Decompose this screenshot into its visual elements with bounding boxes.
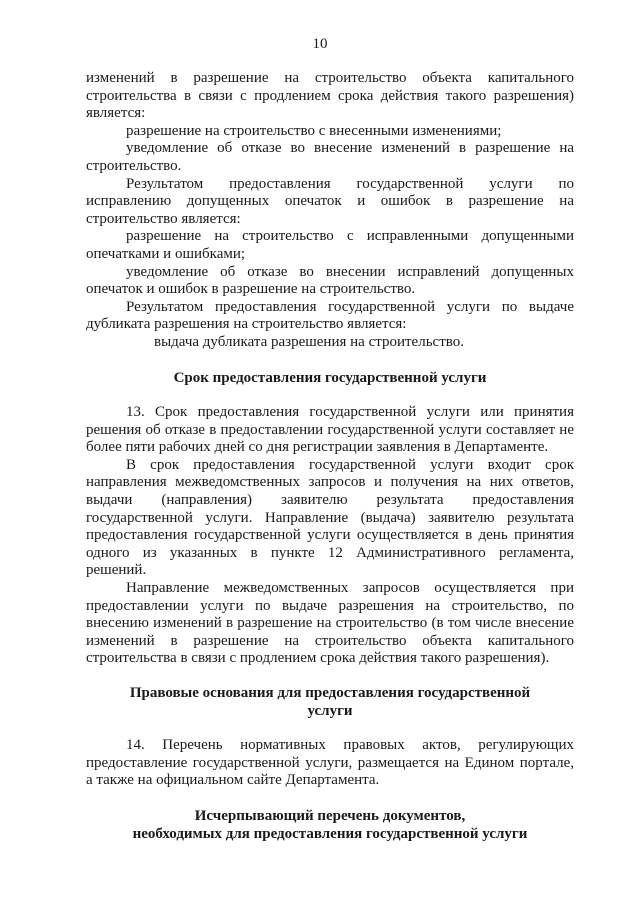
text-line: а также на официальном сайте Департамента. — [86, 772, 380, 789]
text-line: изменений в разрешение на строительство объекта капитального — [86, 70, 574, 86]
text-line: одного из указанных в пункте 12 Административного регламента, — [86, 544, 574, 561]
text-line: строительство является: — [86, 210, 241, 227]
text-line: изменений в разрешение на строительство объекта капитального — [86, 632, 574, 649]
section-heading-legal — [86, 685, 574, 720]
text-line: разрешение на строительство с исправленными допущенными — [126, 228, 574, 245]
paragraph-result1-b — [86, 140, 574, 175]
text-line: государственной услуги. Направление (выдача) заявителю результата — [86, 509, 574, 526]
text-line: выдача дубликата разрешения на строительство. — [154, 333, 464, 350]
paragraph-13-c — [86, 580, 574, 668]
page-number: 10 — [312, 36, 328, 52]
text-line: Результатом предоставления государственной услуги по — [126, 175, 574, 192]
paragraph-result3-a — [86, 334, 574, 352]
text-line: более пяти рабочих дней со дня регистрации заявления в Департаменте. — [86, 439, 549, 456]
paragraph-result2-a — [86, 228, 574, 263]
text-line: уведомление об отказе во внесение изменений в разрешение на — [126, 140, 574, 157]
heading-line: Правовые основания для предоставления государственной — [129, 685, 531, 701]
paragraph-13 — [86, 404, 574, 457]
document-body — [86, 70, 574, 843]
paragraph-result1-a — [86, 123, 574, 141]
text-line: 14. Перечень нормативных правовых актов, регулирующих — [126, 737, 574, 754]
heading-line: услуги — [307, 702, 353, 719]
paragraph-14 — [86, 737, 574, 790]
heading-line: Исчерпывающий перечень документов, — [194, 807, 466, 824]
text-line: строительство. — [86, 157, 182, 174]
text-line: строительства в связи с продлением срока действия такого разрешения) — [86, 87, 574, 104]
heading-line: необходимых для предоставления государственной услуги — [132, 825, 528, 842]
text-line: решения об отказе в предоставлении государственной услуги составляет не — [86, 421, 574, 438]
paragraph-intro — [86, 70, 574, 123]
text-line: опечаток и ошибок в разрешение на строительство. — [86, 281, 416, 298]
text-line: уведомление об отказе во внесении исправлений допущенных — [126, 263, 574, 280]
text-line: решений. — [86, 562, 147, 579]
paragraph-result2-b — [86, 264, 574, 299]
paragraph-13-b — [86, 457, 574, 580]
text-line: предоставления государственной услуги осуществляется в день принятия — [86, 527, 574, 544]
text-line: предоставлении услуги по выдаче разрешения на строительство, по — [86, 597, 574, 614]
text-line: разрешение на строительство с внесенными изменениями; — [126, 122, 502, 139]
text-line: Направление межведомственных запросов осуществляется при — [126, 580, 574, 597]
paragraph-result3 — [86, 299, 574, 334]
text-line: направления межведомственных запросов и получения на них ответов, — [86, 474, 574, 491]
text-line: исправлению допущенных опечаток и ошибок в разрешение на — [86, 193, 574, 210]
section-heading-term: Срок предоставления государственной услуги — [173, 369, 487, 386]
text-line: В срок предоставления государственной услуги входит срок — [126, 456, 574, 473]
text-line: предоставление государственной услуги, размещается на Едином портале, — [86, 754, 574, 771]
text-line: Результатом предоставления государственной услуги по выдаче — [126, 298, 574, 315]
section-heading-documents — [86, 808, 574, 843]
text-line: строительства в связи с продлением срока действия такого разрешения). — [86, 650, 550, 667]
text-line: является: — [86, 105, 146, 122]
paragraph-result2 — [86, 176, 574, 229]
text-line: 13. Срок предоставления государственной услуги или принятия — [126, 404, 574, 421]
text-line: выдачи (направления) заявителю результата предоставления — [86, 492, 574, 509]
text-line: внесению изменений в разрешение на строительство (в том числе внесение — [86, 615, 574, 632]
text-line: опечатками и ошибками; — [86, 245, 246, 262]
text-line: дубликата разрешения на строительство является: — [86, 316, 407, 333]
